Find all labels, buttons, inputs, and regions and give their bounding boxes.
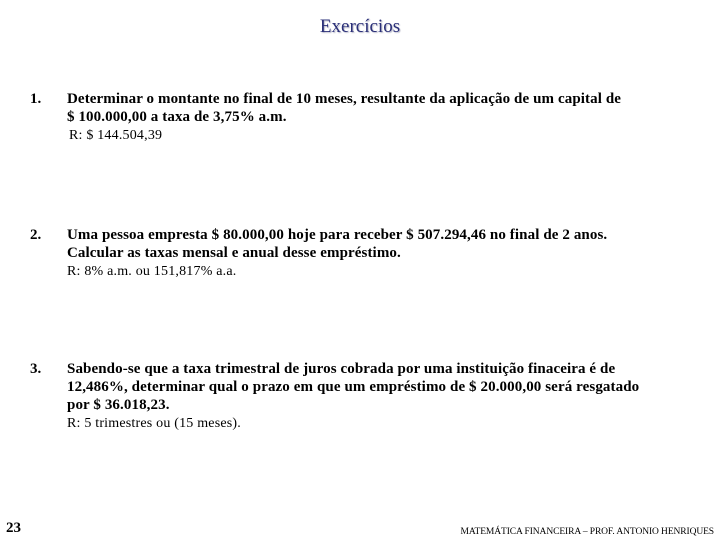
exercise-number: 3. xyxy=(30,361,42,377)
page-title: Exercícios xyxy=(319,16,401,37)
footer-text: MATEMÁTICA FINANCEIRA – PROF. ANTONIO HENRIQUES xyxy=(460,527,714,537)
exercise-question xyxy=(67,226,690,262)
exercise-answer: R: 8% a.m. ou 151,817% a.a. xyxy=(67,264,237,279)
exercise-question xyxy=(67,360,690,414)
question-line: por $ 36.018,23. xyxy=(67,397,170,413)
exercise-answer: R: $ 144.504,39 xyxy=(69,128,163,143)
question-line: $ 100.000,00 a taxa de 3,75% a.m. xyxy=(67,109,287,125)
question-line: Determinar o montante no final de 10 meses, resultante da aplicação de um capital de xyxy=(67,91,622,107)
exercise-number: 2. xyxy=(30,227,42,243)
exercise-1 xyxy=(30,90,690,146)
page-number: 23 xyxy=(6,520,21,536)
exercise-2 xyxy=(30,226,690,282)
exercise-3 xyxy=(30,360,690,434)
question-line: 12,486%, determinar qual o prazo em que um empréstimo de $ 20.000,00 será resgatado xyxy=(67,379,640,395)
question-line: Sabendo-se que a taxa trimestral de juros cobrada por uma instituição finaceira é de xyxy=(67,361,616,377)
question-line: Uma pessoa empresta $ 80.000,00 hoje para receber $ 507.294,46 no final de 2 anos. xyxy=(67,227,608,243)
exercise-answer: R: 5 trimestres ou (15 meses). xyxy=(67,416,241,431)
exercise-number: 1. xyxy=(30,91,42,107)
exercise-question xyxy=(67,90,690,126)
question-line: Calcular as taxas mensal e anual desse empréstimo. xyxy=(67,245,401,261)
